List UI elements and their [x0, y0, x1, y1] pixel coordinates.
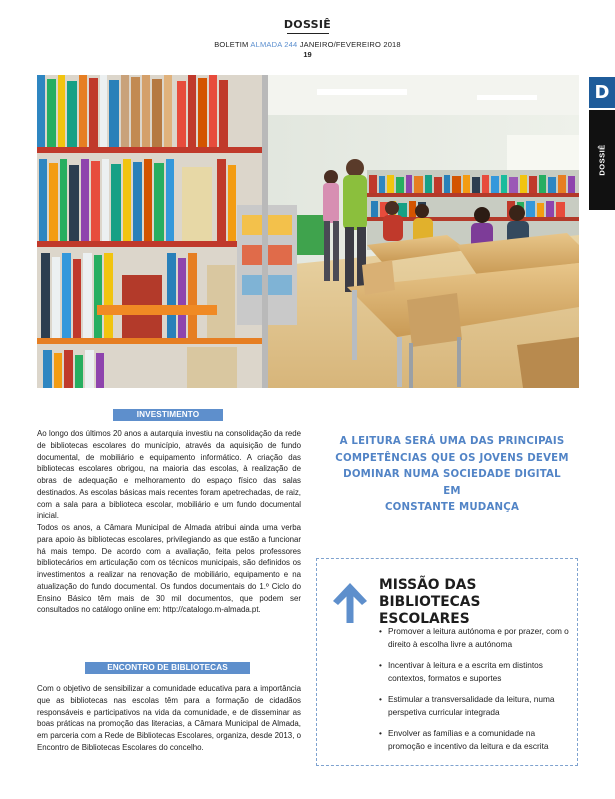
paragraph: Com o objetivo de sensibilizar a comunidade educativa para a importância que as bibliotecas nas escolas têm para a formação de cidadãos responsáveis e participativos na vida da comunidade, e de disseminar as boas práticas na promoção das literacias, a Câmara Municipal de Almada, em parceria com a Rede de Bibliotecas Escolares, organiza, desde 2013, o Encontro de Bibliotecas Escolares do concelho. — [37, 684, 301, 752]
mission-item-text: Estimular a transversalidade da leitura, numa perspetiva curricular integrada — [388, 694, 555, 717]
mission-item-text: Envolver as famílias e a comunidade na promoção e incentivo da leitura e da escrita — [388, 728, 549, 751]
publication-issue: ALMADA 244 — [250, 40, 298, 49]
library-photo — [37, 75, 579, 388]
bullet: • — [379, 694, 382, 704]
section-label-text: DOSSIÊ — [597, 144, 607, 176]
pull-quote-line: CONSTANTE MUDANÇA — [384, 502, 520, 513]
section-body-encontro — [37, 683, 301, 754]
section-body-investimento — [37, 428, 301, 616]
bullet: • — [379, 626, 382, 636]
header-divider — [287, 33, 329, 34]
mission-title — [379, 577, 569, 628]
mission-box — [316, 558, 578, 766]
section-title-investimento: INVESTIMENTO MUNICIPAL — [113, 409, 223, 421]
section-title: DOSSIÊ — [283, 18, 332, 31]
arrow-up-icon — [331, 581, 369, 625]
mission-list — [379, 625, 573, 761]
mission-title-line: ESCOLARES — [379, 611, 470, 627]
mission-item-text: Incentivar à leitura e a escrita em distintos contextos, formatos e suportes — [388, 660, 543, 683]
pull-quote-line: A LEITURA SERÁ UMA DAS PRINCIPAIS — [339, 436, 565, 447]
pull-quote-line: DOMINAR NUMA SOCIEDADE DIGITAL EM — [343, 469, 561, 497]
publication-name: BOLETIM — [214, 40, 251, 49]
publication-line — [0, 40, 615, 49]
paragraph: Ao longo dos últimos 20 anos a autarquia investiu na consolidação da rede de bibliotecas escolares do município, através da aquisição de fundo documental, de mobiliário e equipamento informático. A criação das bibliotecas escolares obrigou, na maioria das escolas, à realização de obras de adequação e melhoramento do espaço físico das salas destinados. As escolas básicas mais recentes foram apetrechadas, de raiz, com a sala para a biblioteca escolar, mobiliário e um fundo documental inicial. — [37, 429, 301, 521]
section-title-encontro: ENCONTRO DE BIBLIOTECAS ESCOLARES — [85, 662, 250, 674]
publication-date: JANEIRO/FEVEREIRO 2018 — [297, 40, 401, 49]
mission-item-text: Promover a leitura autónoma e por prazer, com o direito à escolha livre a autónoma — [388, 626, 569, 649]
mission-item — [379, 693, 573, 718]
paragraph: Todos os anos, a Câmara Municipal de Almada atribui ainda uma verba para apoio às bibliotecas escolares, privilegiando as que estão a funcionar há mais tempo. De acordo com a avaliação, feita pelos professores bibliotecários em articulação com os técnicos municipais, são definidos os investimentos a realizar na renovação de mobiliário, equipamento e na atualização do fundo documental. Os fundos documentais do 1.º Ciclo do Ensino Básico têm mais de 30 mil documentos, que podem ser consultados no catálogo online em: http://catalogo.m-almada.pt. — [37, 523, 301, 615]
pull-quote-line: COMPETÊNCIAS QUE OS JOVENS DEVEM — [335, 452, 569, 464]
page-number: 19 — [303, 50, 312, 59]
section-label-tab — [589, 110, 615, 210]
mission-item — [379, 727, 573, 752]
mission-item — [379, 625, 573, 650]
bullet: • — [379, 728, 382, 738]
section-letter-tab: D — [589, 77, 615, 108]
page-header — [0, 0, 615, 70]
bullet: • — [379, 660, 382, 670]
mission-item — [379, 659, 573, 684]
pull-quote — [334, 434, 570, 517]
mission-title-line: MISSÃO DAS BIBLIOTECAS — [379, 577, 481, 610]
